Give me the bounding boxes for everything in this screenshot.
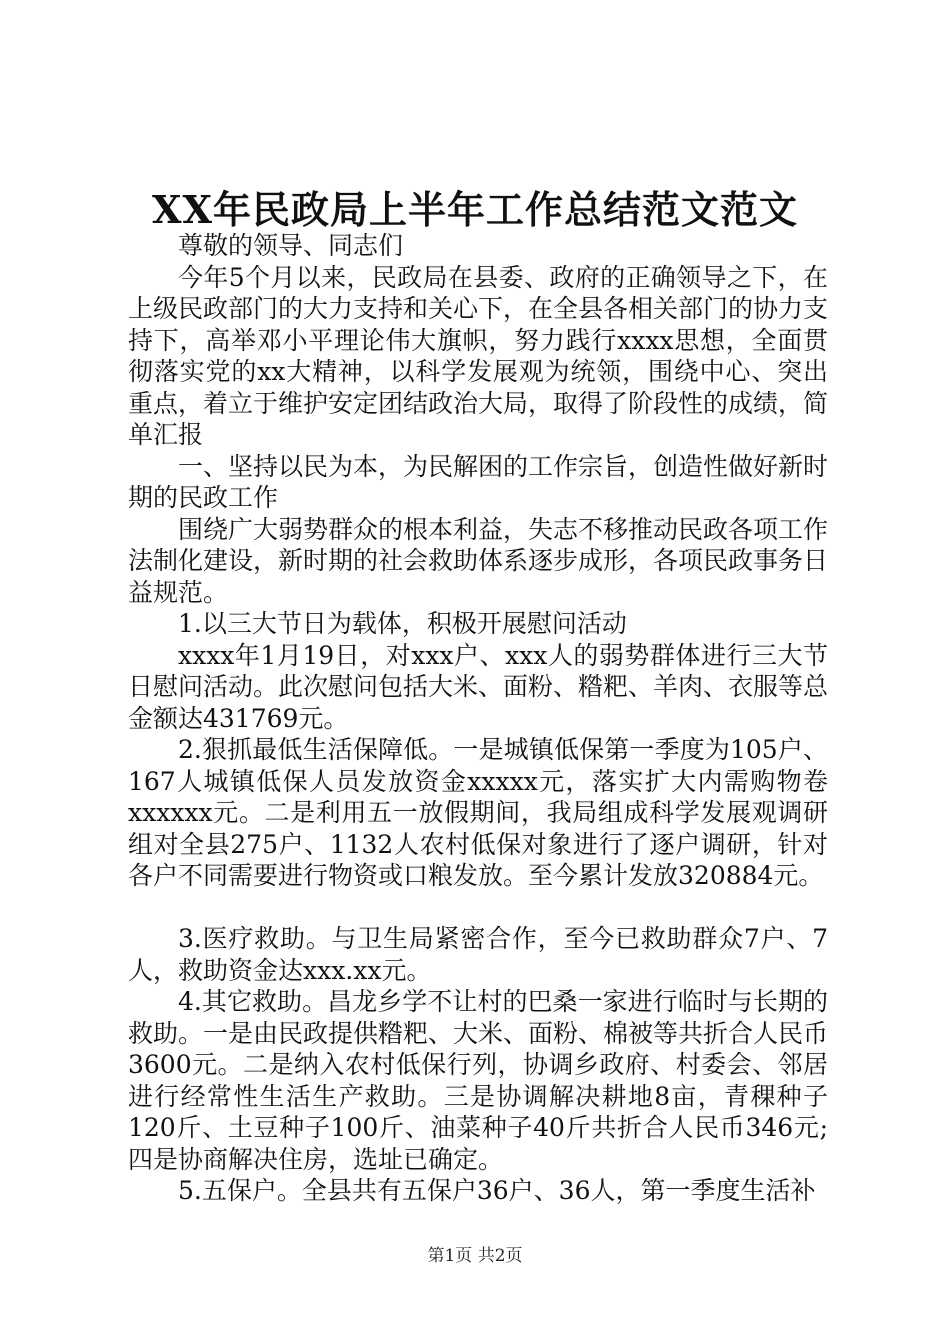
intro-paragraph: 今年5个月以来，民政局在县委、政府的正确领导之下，在上级民政部门的大力支持和关心下，在全县各相关部门的协力支持下，高举邓小平理论伟大旗帜，努力践行xxxx思想，全面贯彻落实党的xx大精神，以科学发展观为统领，围绕中心、突出重点，着立于维护安定团结政治大局，取得了阶段性的成绩，简单汇报 xyxy=(128,262,829,449)
paragraph-spacer xyxy=(128,892,828,924)
item-2-paragraph: 2.狠抓最低生活保障低。一是城镇低保第一季度为105户、167人城镇低保人员发放资金xxxxx元，落实扩大内需购物卷xxxxxx元。二是利用五一放假期间，我局组成科学发展观调研组对全县275户、1132人农村低保对象进行了逐户调研，针对各户不同需要进行物资或口粮发放。至今累计发放320884元。 xyxy=(128,735,828,890)
item-1-paragraph: xxxx年1月19日，对xxx户、xxx人的弱势群体进行三大节日慰问活动。此次慰问包括大米、面粉、糌粑、羊肉、衣服等总金额达431769元。 xyxy=(128,640,829,733)
item-4-paragraph: 4.其它救助。昌龙乡学不让村的巴桑一家进行临时与长期的救助。一是由民政提供糌粑、大米、面粉、棉被等共折合人民币3600元。二是纳入农村低保行列，协调乡政府、村委会、邻居进行经常性生活生产救助。三是协调解决耕地8亩，青稞种子120斤、土豆种子100斤、油菜种子40斤共折合人民币346元;四是协商解决住房，选址已确定。 xyxy=(128,987,829,1174)
section-intro-paragraph: 围绕广大弱势群众的根本利益，失志不移推动民政各项工作法制化建设，新时期的社会救助体系逐步成形，各项民政事务日益规范。 xyxy=(128,514,829,607)
page-footer: 第1页 共2页 xyxy=(427,1246,523,1266)
item-3-paragraph: 3.医疗救助。与卫生局紧密合作，至今已救助群众7户、7人，救助资金达xxx.xx元。 xyxy=(128,924,828,985)
document-body xyxy=(128,230,828,1207)
section-heading-1: 一、坚持以民为本，为民解困的工作宗旨，创造性做好新时期的民政工作 xyxy=(128,451,829,512)
item-5-paragraph: 5.五保户。全县共有五保户36户、36人，第一季度生活补 xyxy=(178,1176,816,1205)
document-title: XX年民政局上半年工作总结范文范文 xyxy=(152,187,798,232)
item-heading-1: 1.以三大节日为载体，积极开展慰问活动 xyxy=(178,609,627,638)
salutation-paragraph: 尊敬的领导、同志们 xyxy=(178,231,404,260)
